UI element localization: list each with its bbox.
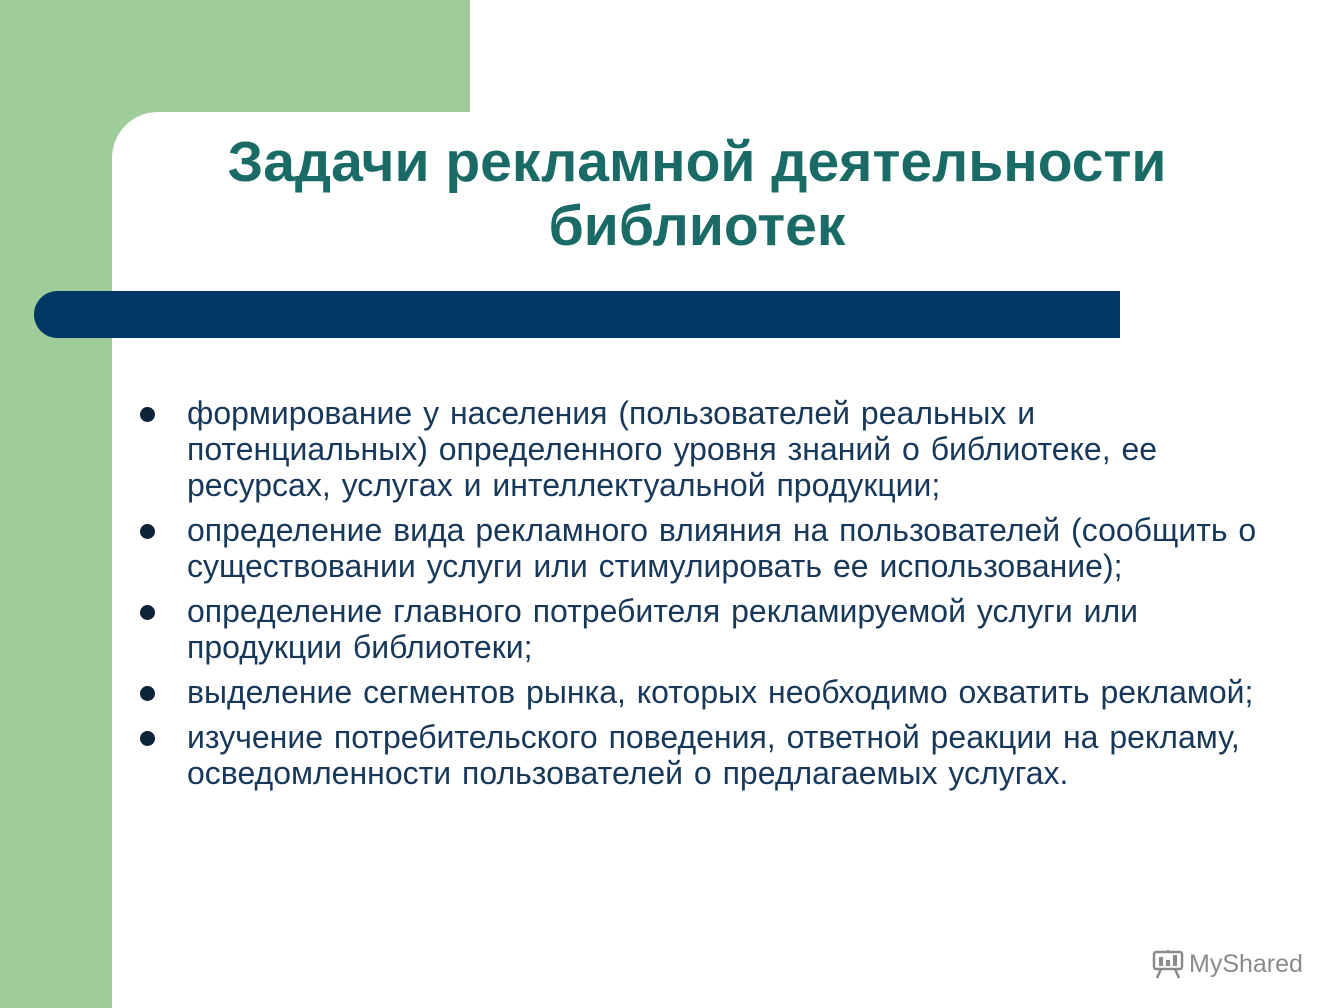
bullet-text: определение вида рекламного влияния на пользователей (сообщить о существовании услуги или стимулировать ее использование); (187, 512, 1257, 584)
slide-title-line-2: библиотек (548, 194, 846, 258)
bullet-text: изучение потребительского поведения, ответной реакции на рекламу, осведомленности пользователей о предлагаемых услугах. (187, 719, 1240, 791)
slide-title (112, 130, 1282, 258)
bullet-text: определение главного потребителя рекламируемой услуги или продукции библиотеки; (187, 593, 1139, 665)
watermark[interactable] (1152, 944, 1303, 984)
bullet-item (140, 719, 1280, 791)
top-green-block (0, 0, 470, 112)
bullet-dot-icon (140, 524, 155, 539)
bullet-dot-icon (140, 407, 155, 422)
bullet-text: формирование у населения (пользователей реальных и потенциальных) определенного уровня знаний о библиотеке, ее ресурсах, услугах и интеллектуальной продукции; (187, 395, 1158, 503)
bullet-list (140, 395, 1280, 800)
bullet-dot-icon (140, 686, 155, 701)
bullet-text: выделение сегментов рынка, которых необходимо охватить рекламой; (187, 674, 1254, 710)
left-green-strip (0, 0, 112, 1008)
bullet-dot-icon (140, 605, 155, 620)
slide-title-line-1: Задачи рекламной деятельности (227, 130, 1167, 194)
top-white-block (470, 0, 1344, 112)
presentation-board-icon (1152, 949, 1184, 979)
title-divider-bar (34, 291, 1120, 338)
bullet-item (140, 395, 1280, 503)
bullet-item (140, 674, 1280, 710)
bullet-item (140, 593, 1280, 665)
bullet-dot-icon (140, 731, 155, 746)
bullet-item (140, 512, 1280, 584)
watermark-text: MyShared (1189, 949, 1303, 978)
